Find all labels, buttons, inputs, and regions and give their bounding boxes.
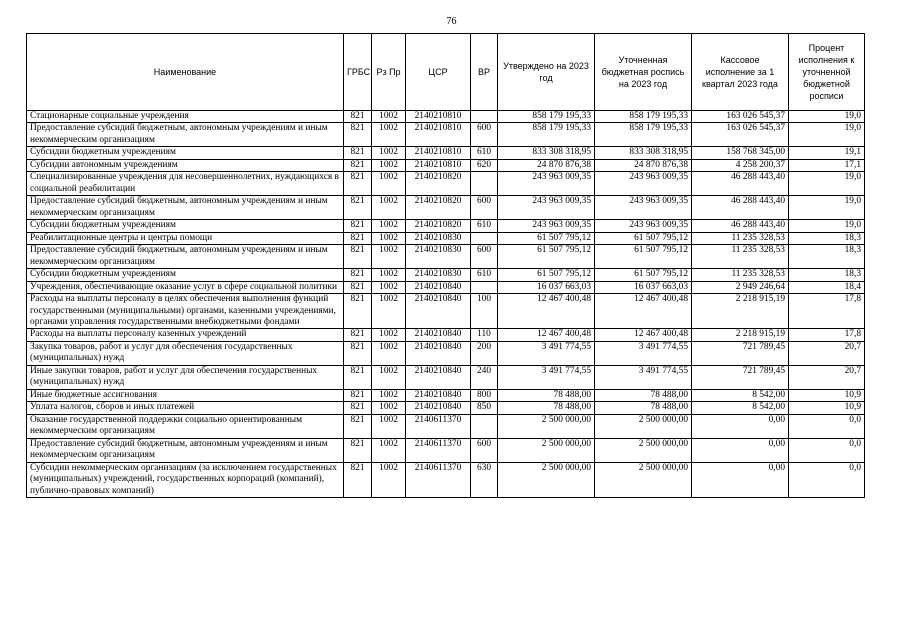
column-header-csr: ЦСР <box>406 34 471 111</box>
table-row <box>27 172 865 196</box>
cell-approved: 61 507 795,12 <box>498 269 595 281</box>
cell-cash: 46 288 443,40 <box>692 220 789 232</box>
cell-rz-pr: 1002 <box>372 245 406 269</box>
cell-approved: 12 467 400,48 <box>498 329 595 341</box>
cell-rz-pr: 1002 <box>372 402 406 414</box>
cell-refined: 2 500 000,00 <box>595 414 692 438</box>
cell-vr <box>471 414 498 438</box>
cell-csr: 2140210840 <box>406 402 471 414</box>
table-row <box>27 294 865 329</box>
cell-vr: 200 <box>471 341 498 365</box>
cell-percent: 10,9 <box>789 389 865 401</box>
cell-name: Иные бюджетные ассигнования <box>27 389 344 401</box>
cell-cash: 11 235 328,53 <box>692 269 789 281</box>
cell-csr: 2140210840 <box>406 389 471 401</box>
cell-csr: 2140210830 <box>406 269 471 281</box>
table-row <box>27 123 865 147</box>
cell-refined: 12 467 400,48 <box>595 329 692 341</box>
cell-name: Расходы на выплаты персоналу казенных учреждений <box>27 329 344 341</box>
cell-cash: 46 288 443,40 <box>692 196 789 220</box>
cell-csr: 2140611370 <box>406 414 471 438</box>
cell-approved: 2 500 000,00 <box>498 462 595 497</box>
cell-refined: 24 870 876,38 <box>595 159 692 171</box>
cell-vr <box>471 111 498 123</box>
column-header-percent: Процент исполнения к уточненной бюджетной росписи <box>789 34 865 111</box>
table-row <box>27 281 865 293</box>
cell-approved: 12 467 400,48 <box>498 294 595 329</box>
cell-grbs: 821 <box>344 462 372 497</box>
cell-rz-pr: 1002 <box>372 462 406 497</box>
cell-name: Оказание государственной поддержки социально ориентированным некоммерческим организациям <box>27 414 344 438</box>
cell-vr: 610 <box>471 220 498 232</box>
cell-csr: 2140210840 <box>406 329 471 341</box>
cell-grbs: 821 <box>344 172 372 196</box>
cell-approved: 3 491 774,55 <box>498 341 595 365</box>
cell-grbs: 821 <box>344 269 372 281</box>
cell-cash: 11 235 328,53 <box>692 245 789 269</box>
cell-grbs: 821 <box>344 147 372 159</box>
cell-rz-pr: 1002 <box>372 438 406 462</box>
cell-refined: 3 491 774,55 <box>595 365 692 389</box>
cell-grbs: 821 <box>344 245 372 269</box>
table-row <box>27 341 865 365</box>
cell-percent: 18,3 <box>789 232 865 244</box>
cell-refined: 61 507 795,12 <box>595 232 692 244</box>
cell-vr: 620 <box>471 159 498 171</box>
cell-grbs: 821 <box>344 341 372 365</box>
cell-rz-pr: 1002 <box>372 365 406 389</box>
column-header-refined: Уточненная бюджетная роспись на 2023 год <box>595 34 692 111</box>
cell-approved: 3 491 774,55 <box>498 365 595 389</box>
cell-grbs: 821 <box>344 281 372 293</box>
cell-vr: 600 <box>471 123 498 147</box>
cell-refined: 858 179 195,33 <box>595 111 692 123</box>
cell-name: Предоставление субсидий бюджетным, автономным учреждениям и иным некоммерческим организациям <box>27 123 344 147</box>
cell-cash: 2 218 915,19 <box>692 329 789 341</box>
cell-refined: 12 467 400,48 <box>595 294 692 329</box>
cell-grbs: 821 <box>344 329 372 341</box>
cell-percent: 19,0 <box>789 172 865 196</box>
cell-percent: 19,0 <box>789 111 865 123</box>
cell-name: Субсидии бюджетным учреждениям <box>27 269 344 281</box>
cell-rz-pr: 1002 <box>372 389 406 401</box>
cell-vr: 610 <box>471 269 498 281</box>
cell-grbs: 821 <box>344 232 372 244</box>
column-header-vr: ВР <box>471 34 498 111</box>
cell-vr: 600 <box>471 196 498 220</box>
cell-approved: 858 179 195,33 <box>498 111 595 123</box>
cell-csr: 2140210840 <box>406 365 471 389</box>
cell-grbs: 821 <box>344 159 372 171</box>
column-header-name: Наименование <box>27 34 344 111</box>
cell-rz-pr: 1002 <box>372 159 406 171</box>
cell-percent: 19,1 <box>789 147 865 159</box>
table-row <box>27 111 865 123</box>
cell-name: Стационарные социальные учреждения <box>27 111 344 123</box>
cell-cash: 46 288 443,40 <box>692 172 789 196</box>
cell-percent: 0,0 <box>789 414 865 438</box>
cell-name: Субсидии автономным учреждениям <box>27 159 344 171</box>
cell-rz-pr: 1002 <box>372 123 406 147</box>
cell-refined: 78 488,00 <box>595 389 692 401</box>
cell-csr: 2140210840 <box>406 294 471 329</box>
cell-percent: 19,0 <box>789 220 865 232</box>
cell-grbs: 821 <box>344 438 372 462</box>
cell-approved: 16 037 663,03 <box>498 281 595 293</box>
cell-cash: 158 768 345,00 <box>692 147 789 159</box>
cell-cash: 0,00 <box>692 462 789 497</box>
cell-vr <box>471 281 498 293</box>
cell-approved: 61 507 795,12 <box>498 232 595 244</box>
cell-rz-pr: 1002 <box>372 232 406 244</box>
table-row <box>27 220 865 232</box>
cell-name: Иные закупки товаров, работ и услуг для обеспечения государственных (муниципальных) нужд <box>27 365 344 389</box>
cell-rz-pr: 1002 <box>372 341 406 365</box>
cell-cash: 163 026 545,37 <box>692 123 789 147</box>
page-number: 76 <box>446 16 457 27</box>
cell-rz-pr: 1002 <box>372 329 406 341</box>
cell-approved: 833 308 318,95 <box>498 147 595 159</box>
cell-vr <box>471 172 498 196</box>
cell-vr: 600 <box>471 245 498 269</box>
cell-grbs: 821 <box>344 294 372 329</box>
cell-cash: 2 218 915,19 <box>692 294 789 329</box>
cell-approved: 243 963 009,35 <box>498 220 595 232</box>
cell-percent: 18,3 <box>789 245 865 269</box>
table-header-row <box>27 34 865 111</box>
column-header-approved: Утверждено на 2023 год <box>498 34 595 111</box>
cell-percent: 18,3 <box>789 269 865 281</box>
cell-grbs: 821 <box>344 220 372 232</box>
cell-rz-pr: 1002 <box>372 414 406 438</box>
cell-percent: 18,4 <box>789 281 865 293</box>
cell-refined: 243 963 009,35 <box>595 220 692 232</box>
cell-cash: 2 949 246,64 <box>692 281 789 293</box>
cell-vr: 240 <box>471 365 498 389</box>
cell-refined: 243 963 009,35 <box>595 196 692 220</box>
cell-csr: 2140210820 <box>406 172 471 196</box>
cell-grbs: 821 <box>344 123 372 147</box>
cell-percent: 19,0 <box>789 123 865 147</box>
cell-approved: 78 488,00 <box>498 389 595 401</box>
cell-refined: 858 179 195,33 <box>595 123 692 147</box>
cell-csr: 2140210810 <box>406 123 471 147</box>
cell-refined: 61 507 795,12 <box>595 269 692 281</box>
cell-rz-pr: 1002 <box>372 294 406 329</box>
table-row <box>27 389 865 401</box>
cell-percent: 20,7 <box>789 341 865 365</box>
cell-approved: 858 179 195,33 <box>498 123 595 147</box>
cell-rz-pr: 1002 <box>372 220 406 232</box>
cell-vr: 100 <box>471 294 498 329</box>
cell-cash: 0,00 <box>692 438 789 462</box>
cell-percent: 20,7 <box>789 365 865 389</box>
cell-approved: 243 963 009,35 <box>498 172 595 196</box>
cell-percent: 0,0 <box>789 462 865 497</box>
cell-grbs: 821 <box>344 196 372 220</box>
cell-name: Предоставление субсидий бюджетным, автономным учреждениям и иным некоммерческим организациям <box>27 438 344 462</box>
cell-approved: 2 500 000,00 <box>498 438 595 462</box>
cell-approved: 24 870 876,38 <box>498 159 595 171</box>
cell-grbs: 821 <box>344 402 372 414</box>
cell-percent: 17,8 <box>789 329 865 341</box>
cell-approved: 61 507 795,12 <box>498 245 595 269</box>
cell-name: Закупка товаров, работ и услуг для обеспечения государственных (муниципальных) нужд <box>27 341 344 365</box>
cell-percent: 10,9 <box>789 402 865 414</box>
cell-csr: 2140210840 <box>406 281 471 293</box>
cell-csr: 2140210840 <box>406 341 471 365</box>
cell-name: Субсидии бюджетным учреждениям <box>27 220 344 232</box>
cell-rz-pr: 1002 <box>372 269 406 281</box>
cell-name: Специализированные учреждения для несовершеннолетних, нуждающихся в социальной реабилитации <box>27 172 344 196</box>
cell-refined: 243 963 009,35 <box>595 172 692 196</box>
cell-grbs: 821 <box>344 111 372 123</box>
cell-refined: 2 500 000,00 <box>595 462 692 497</box>
cell-vr <box>471 232 498 244</box>
cell-cash: 721 789,45 <box>692 365 789 389</box>
column-header-cash: Кассовое исполнение за 1 квартал 2023 года <box>692 34 789 111</box>
cell-csr: 2140210820 <box>406 196 471 220</box>
cell-name: Учреждения, обеспечивающие оказание услуг в сфере социальной политики <box>27 281 344 293</box>
cell-cash: 721 789,45 <box>692 341 789 365</box>
table-row <box>27 329 865 341</box>
cell-name: Реабилитационные центры и центры помощи <box>27 232 344 244</box>
cell-csr: 2140210820 <box>406 220 471 232</box>
cell-name: Предоставление субсидий бюджетным, автономным учреждениям и иным некоммерческим организациям <box>27 245 344 269</box>
cell-percent: 17,8 <box>789 294 865 329</box>
cell-cash: 8 542,00 <box>692 389 789 401</box>
cell-cash: 4 258 200,37 <box>692 159 789 171</box>
cell-csr: 2140611370 <box>406 438 471 462</box>
column-header-grbs: ГРБС <box>344 34 372 111</box>
cell-name: Субсидии бюджетным учреждениям <box>27 147 344 159</box>
cell-rz-pr: 1002 <box>372 147 406 159</box>
cell-approved: 243 963 009,35 <box>498 196 595 220</box>
table-row <box>27 365 865 389</box>
cell-csr: 2140210810 <box>406 159 471 171</box>
cell-rz-pr: 1002 <box>372 172 406 196</box>
cell-vr: 630 <box>471 462 498 497</box>
cell-refined: 833 308 318,95 <box>595 147 692 159</box>
table-row <box>27 232 865 244</box>
cell-cash: 163 026 545,37 <box>692 111 789 123</box>
cell-refined: 3 491 774,55 <box>595 341 692 365</box>
cell-name: Уплата налогов, сборов и иных платежей <box>27 402 344 414</box>
cell-refined: 2 500 000,00 <box>595 438 692 462</box>
cell-csr: 2140210810 <box>406 111 471 123</box>
table-row <box>27 269 865 281</box>
cell-grbs: 821 <box>344 365 372 389</box>
table-row <box>27 438 865 462</box>
cell-cash: 0,00 <box>692 414 789 438</box>
cell-refined: 78 488,00 <box>595 402 692 414</box>
cell-percent: 0,0 <box>789 438 865 462</box>
cell-cash: 11 235 328,53 <box>692 232 789 244</box>
cell-vr: 800 <box>471 389 498 401</box>
cell-name: Расходы на выплаты персоналу в целях обеспечения выполнения функций государственными (муниципальными) органами, казенными учреждениями, органами управления государственными внебюджетными фондами <box>27 294 344 329</box>
table-row <box>27 414 865 438</box>
cell-approved: 2 500 000,00 <box>498 414 595 438</box>
cell-vr: 600 <box>471 438 498 462</box>
cell-refined: 16 037 663,03 <box>595 281 692 293</box>
cell-rz-pr: 1002 <box>372 111 406 123</box>
cell-refined: 61 507 795,12 <box>595 245 692 269</box>
cell-rz-pr: 1002 <box>372 196 406 220</box>
cell-grbs: 821 <box>344 389 372 401</box>
cell-percent: 17,1 <box>789 159 865 171</box>
cell-csr: 2140210830 <box>406 245 471 269</box>
cell-csr: 2140210810 <box>406 147 471 159</box>
table-row <box>27 196 865 220</box>
cell-percent: 19,0 <box>789 196 865 220</box>
cell-rz-pr: 1002 <box>372 281 406 293</box>
cell-vr: 610 <box>471 147 498 159</box>
cell-name: Субсидии некоммерческим организациям (за исключением государственных (муниципальных) учреждений, государственных корпораций (компаний), публично-правовых компаний) <box>27 462 344 497</box>
cell-name: Предоставление субсидий бюджетным, автономным учреждениям и иным некоммерческим организациям <box>27 196 344 220</box>
cell-csr: 2140611370 <box>406 462 471 497</box>
table-row <box>27 147 865 159</box>
table-body <box>27 111 865 498</box>
cell-grbs: 821 <box>344 414 372 438</box>
cell-cash: 8 542,00 <box>692 402 789 414</box>
cell-csr: 2140210830 <box>406 232 471 244</box>
cell-vr: 850 <box>471 402 498 414</box>
column-header-rz-pr: Рз Пр <box>372 34 406 111</box>
cell-vr: 110 <box>471 329 498 341</box>
cell-approved: 78 488,00 <box>498 402 595 414</box>
table-row <box>27 402 865 414</box>
table-row <box>27 462 865 497</box>
budget-table <box>26 33 865 498</box>
table-row <box>27 245 865 269</box>
table-row <box>27 159 865 171</box>
